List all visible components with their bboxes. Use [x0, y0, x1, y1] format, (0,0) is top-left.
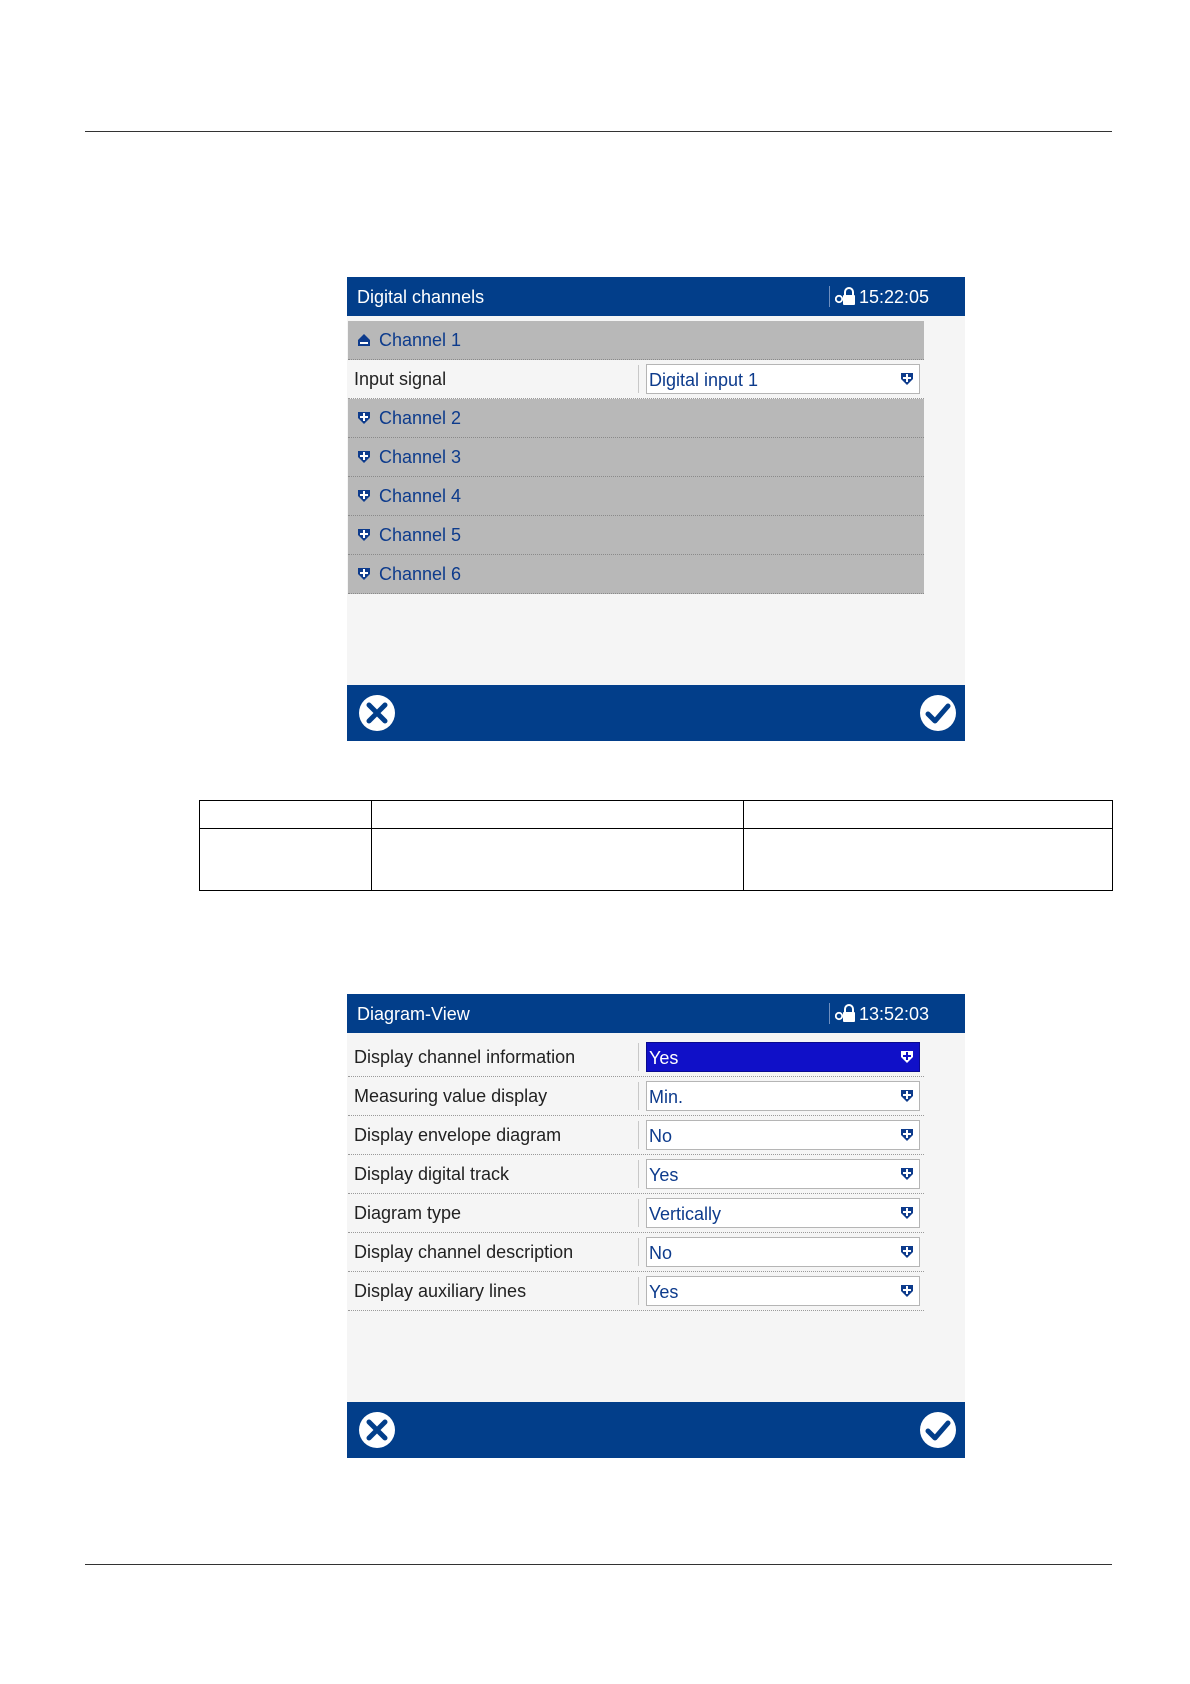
table-cell: [744, 801, 1113, 829]
row-separator: [638, 1199, 639, 1227]
setting-row: [348, 1233, 924, 1272]
display-envelope-diagram-select[interactable]: [646, 1120, 920, 1150]
select-value: Yes: [649, 1282, 679, 1302]
setting-row: [348, 1038, 924, 1077]
chevron-down-icon: [900, 1206, 914, 1220]
setting-label: Display channel information: [354, 1047, 576, 1067]
select-value: Vertically: [649, 1204, 722, 1224]
row-separator: [638, 1121, 639, 1149]
chevron-down-icon: [357, 411, 371, 425]
display-channel-information-select[interactable]: [646, 1042, 920, 1072]
setting-row: [348, 1194, 924, 1233]
chevron-down-icon: [357, 528, 371, 542]
channel-5-header[interactable]: [348, 516, 924, 555]
setting-label: Display digital track: [354, 1164, 510, 1184]
screen-title: Digital channels: [357, 287, 485, 307]
footer-bar: [347, 685, 965, 741]
channel-4-header[interactable]: [348, 477, 924, 516]
diagram-view-screen: [347, 994, 965, 1458]
select-value: Digital input 1: [649, 370, 759, 390]
channel-label: Channel 6: [379, 564, 462, 584]
setting-label: Display channel description: [354, 1242, 574, 1262]
chevron-down-icon: [900, 1245, 914, 1259]
select-value: Yes: [649, 1048, 679, 1068]
table-cell: [744, 829, 1113, 891]
empty-table: [199, 800, 1113, 891]
select-value: No: [649, 1243, 673, 1263]
channel-6-header[interactable]: [348, 555, 924, 594]
channel-3-header[interactable]: [348, 438, 924, 477]
chevron-down-icon: [900, 1089, 914, 1103]
setting-label: Measuring value display: [354, 1086, 548, 1106]
checkmark-icon[interactable]: [918, 693, 958, 733]
chevron-down-icon: [900, 372, 914, 386]
digital-channels-screen: [347, 277, 965, 741]
input-signal-select[interactable]: [646, 364, 920, 394]
setting-row: [348, 1116, 924, 1155]
channel-label: Channel 4: [379, 486, 462, 506]
setting-label: Diagram type: [354, 1203, 462, 1223]
table-cell: [372, 801, 744, 829]
row-separator: [638, 1160, 639, 1188]
measuring-value-display-select[interactable]: [646, 1081, 920, 1111]
page-header-rule: [85, 131, 1112, 132]
chevron-up-icon: [357, 333, 371, 347]
title-separator: [829, 286, 830, 307]
chevron-down-icon: [900, 1284, 914, 1298]
row-separator: [638, 365, 639, 393]
channel-label: Channel 5: [379, 525, 462, 545]
display-digital-track-select[interactable]: [646, 1159, 920, 1189]
screen-title: Diagram-View: [357, 1004, 470, 1024]
cancel-x-icon[interactable]: [357, 1410, 397, 1450]
table-cell: [200, 829, 372, 891]
row-separator: [638, 1238, 639, 1266]
input-signal-label: Input signal: [354, 369, 447, 389]
lock-icon: [835, 286, 857, 307]
setting-row: [348, 1077, 924, 1116]
channel-label: Channel 3: [379, 447, 462, 467]
row-separator: [638, 1277, 639, 1305]
chevron-down-icon: [357, 450, 371, 464]
footer-bar: [347, 1402, 965, 1458]
channel-1-header[interactable]: [348, 321, 924, 360]
chevron-down-icon: [900, 1128, 914, 1142]
display-channel-description-select[interactable]: [646, 1237, 920, 1267]
display-auxiliary-lines-select[interactable]: [646, 1276, 920, 1306]
chevron-down-icon: [900, 1050, 914, 1064]
select-value: No: [649, 1126, 673, 1146]
channel-label: Channel 2: [379, 408, 462, 428]
chevron-down-icon: [357, 489, 371, 503]
setting-row: [348, 1155, 924, 1194]
row-separator: [638, 1082, 639, 1110]
row-separator: [638, 1043, 639, 1071]
diagram-type-select[interactable]: [646, 1198, 920, 1228]
clock: 13:52:03: [859, 1004, 930, 1024]
cancel-x-icon[interactable]: [357, 693, 397, 733]
setting-row: [348, 1272, 924, 1311]
clock: 15:22:05: [859, 287, 930, 307]
table-cell: [200, 801, 372, 829]
input-signal-row: [348, 360, 924, 399]
chevron-down-icon: [357, 567, 371, 581]
setting-label: Display envelope diagram: [354, 1125, 562, 1145]
page-footer-rule: [85, 1564, 1112, 1565]
title-separator: [829, 1003, 830, 1024]
select-value: Yes: [649, 1165, 679, 1185]
table-cell: [372, 829, 744, 891]
chevron-down-icon: [900, 1167, 914, 1181]
title-bar: [347, 277, 965, 316]
checkmark-icon[interactable]: [918, 1410, 958, 1450]
channel-2-header[interactable]: [348, 399, 924, 438]
select-value: Min.: [649, 1087, 684, 1107]
lock-icon: [835, 1003, 857, 1024]
setting-label: Display auxiliary lines: [354, 1281, 527, 1301]
channel-label: Channel 1: [379, 330, 462, 350]
title-bar: [347, 994, 965, 1033]
